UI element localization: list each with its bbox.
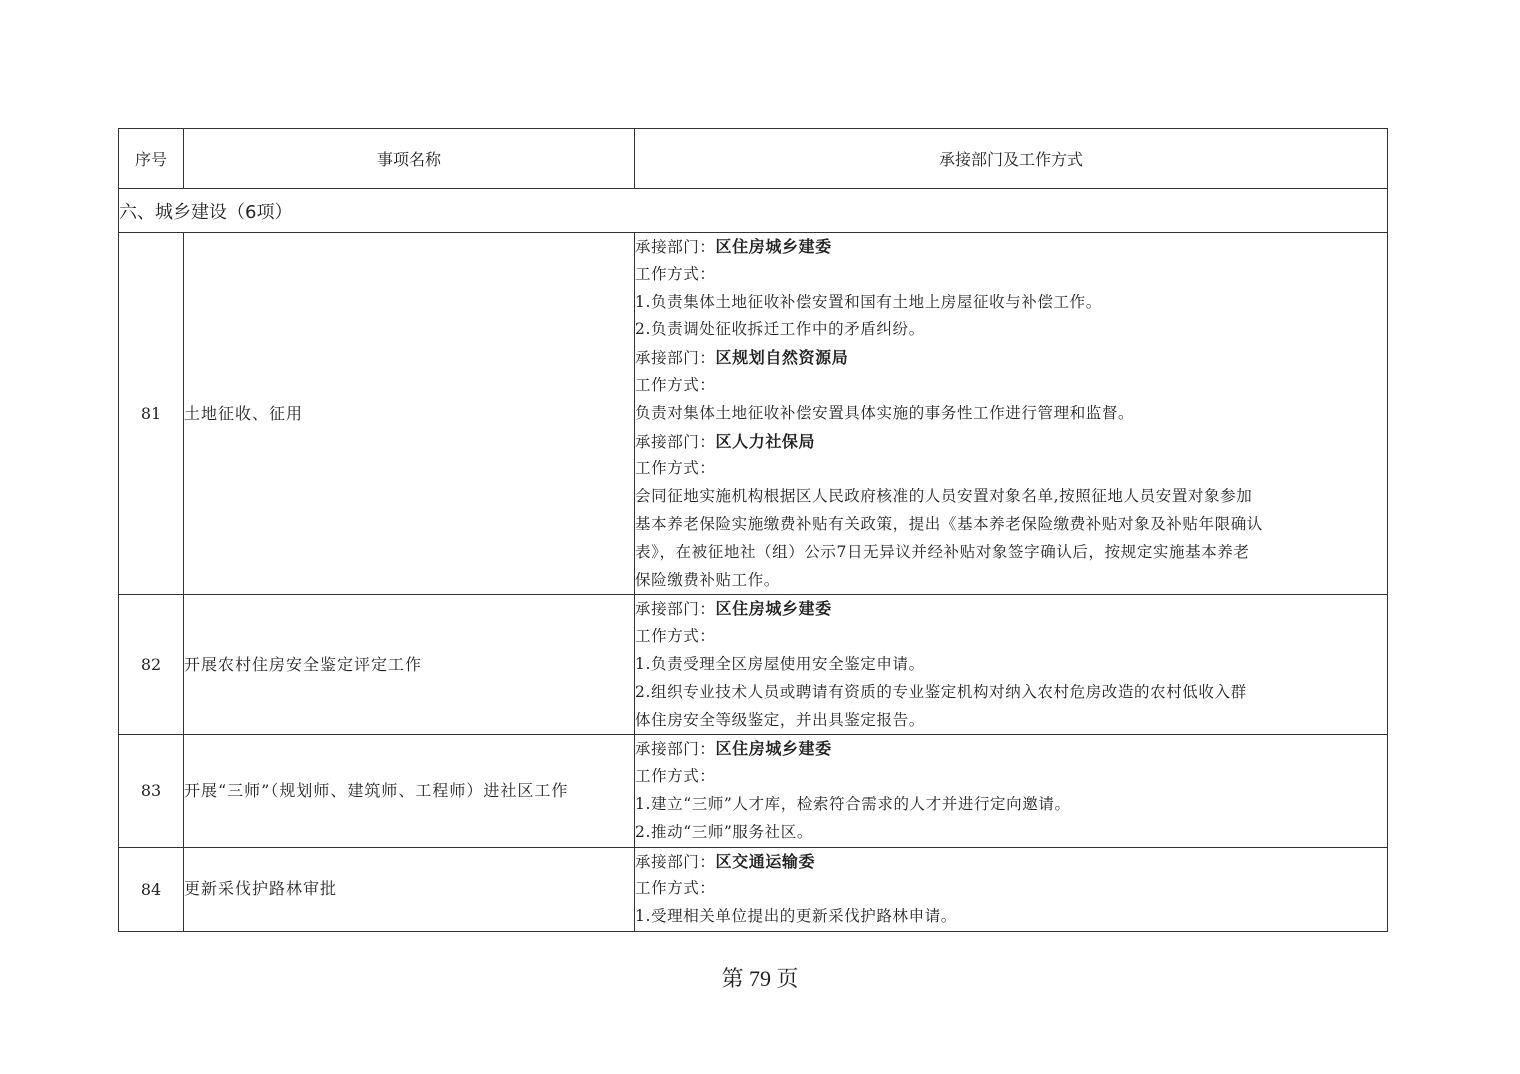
row-item-name: 土地征收、征用 [184, 233, 635, 595]
row-detail [635, 847, 1388, 931]
row-detail [635, 735, 1388, 847]
dept-name: 区规划自然资源局 [715, 348, 849, 368]
row-number: 83 [119, 735, 184, 847]
method-line: 表》，在被征地社（组）公示7日无异议并经补贴对象签字确认后，按规定实施基本养老 [635, 542, 1250, 561]
matters-table [118, 128, 1388, 932]
method-line: 1.受理相关单位提出的更新采伐护路林申请。 [635, 907, 957, 926]
row-detail [635, 233, 1388, 595]
dept-name: 区住房城乡建委 [715, 599, 832, 619]
method-line: 2.负责调处征收拆迁工作中的矛盾纠纷。 [635, 320, 925, 339]
page-number: 第 79 页 [721, 966, 799, 991]
method-label: 工作方式： [635, 264, 716, 283]
dept-label: 承接部门： [635, 238, 716, 256]
dept-name: 区人力社保局 [715, 431, 816, 451]
dept-line [635, 428, 1387, 456]
section-title: 六、城乡建设（6项） [119, 189, 1388, 233]
dept-line [635, 595, 1387, 623]
method-line: 保险缴费补贴工作。 [635, 570, 780, 589]
dept-line [635, 735, 1387, 763]
header-item-name: 事项名称 [184, 129, 635, 189]
table-row [119, 595, 1388, 735]
row-item-name: 更新采伐护路林审批 [184, 847, 635, 931]
method-line: 1.建立“三师”人才库，检索符合需求的人才并进行定向邀请。 [635, 794, 1071, 813]
method-line: 2.推动“三师”服务社区。 [635, 822, 813, 841]
method-line: 1.负责集体土地征收补偿安置和国有土地上房屋征收与补偿工作。 [635, 292, 1102, 311]
table-row [119, 847, 1388, 931]
row-item-name: 开展农村住房安全鉴定评定工作 [184, 595, 635, 735]
dept-label: 承接部门： [635, 432, 716, 451]
method-line: 会同征地实施机构根据区人民政府核准的人员安置对象名单,按照征地人员安置对象参加 [635, 487, 1253, 506]
table-row [119, 233, 1388, 595]
dept-label: 承接部门： [635, 349, 716, 368]
dept-label: 承接部门： [635, 600, 716, 619]
row-number: 81 [119, 233, 184, 595]
header-dept-method: 承接部门及工作方式 [635, 129, 1388, 189]
method-line: 负责对集体土地征收补偿安置具体实施的事务性工作进行管理和监督。 [635, 403, 1135, 422]
dept-line [635, 344, 1387, 372]
row-number: 84 [119, 847, 184, 931]
dept-label: 承接部门： [635, 852, 716, 871]
dept-line [635, 848, 1387, 876]
dept-line [635, 233, 1387, 261]
section-row [119, 189, 1388, 233]
header-row [119, 129, 1388, 189]
dept-name: 区交通运输委 [715, 851, 816, 871]
dept-name: 区住房城乡建委 [715, 237, 832, 256]
method-label: 工作方式： [635, 459, 716, 478]
method-line: 体住房安全等级鉴定，并出具鉴定报告。 [635, 710, 925, 729]
method-label: 工作方式： [635, 627, 716, 646]
method-line: 基本养老保险实施缴费补贴有关政策，提出《基本养老保险缴费补贴对象及补贴年限确认 [635, 514, 1263, 533]
method-label: 工作方式： [635, 879, 716, 898]
row-item-name: 开展“三师”（规划师、建筑师、工程师）进社区工作 [184, 735, 635, 847]
table-row [119, 735, 1388, 847]
header-number: 序号 [119, 129, 184, 189]
method-label: 工作方式： [635, 375, 716, 394]
method-line: 1.负责受理全区房屋使用安全鉴定申请。 [635, 654, 925, 673]
row-number: 82 [119, 595, 184, 735]
dept-label: 承接部门： [635, 740, 716, 759]
dept-name: 区住房城乡建委 [715, 739, 832, 759]
row-detail [635, 595, 1388, 735]
method-label: 工作方式： [635, 767, 716, 786]
method-line: 2.组织专业技术人员或聘请有资质的专业鉴定机构对纳入农村危房改造的农村低收入群 [635, 682, 1247, 701]
